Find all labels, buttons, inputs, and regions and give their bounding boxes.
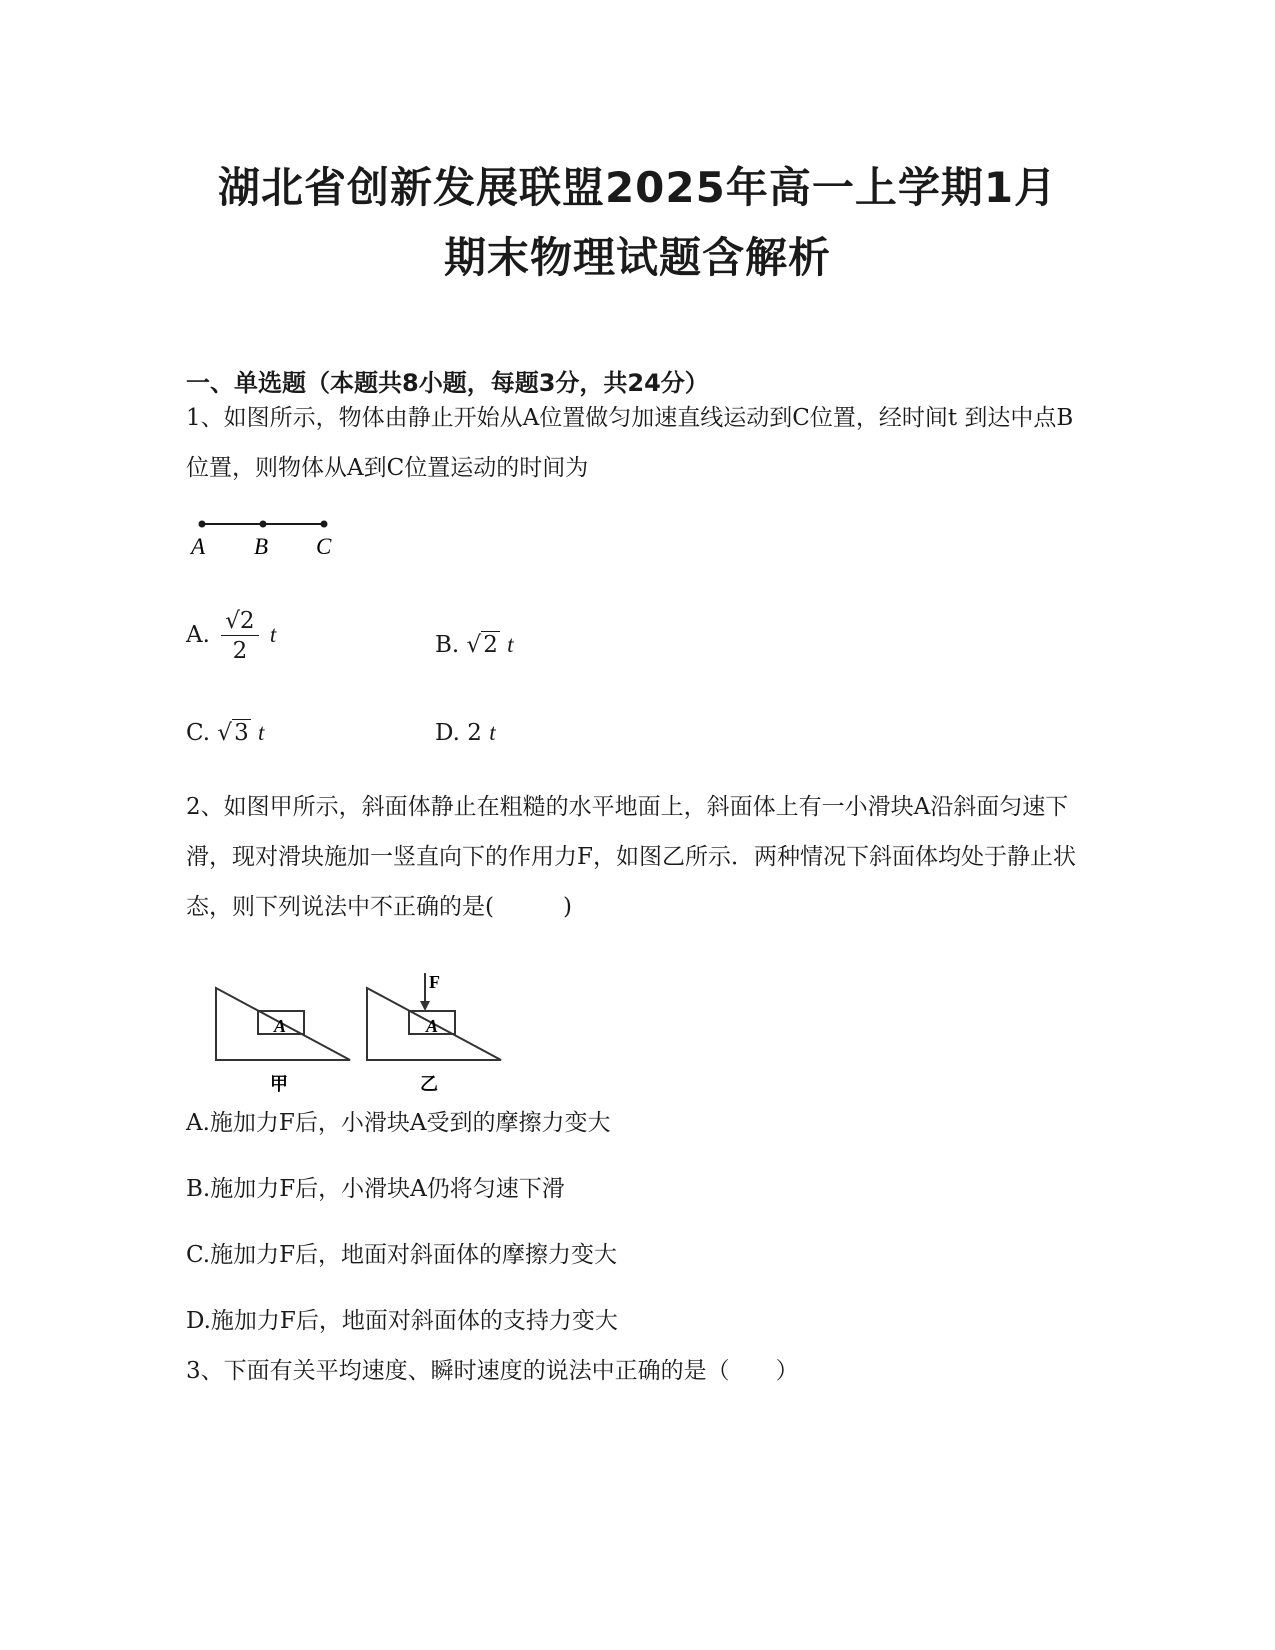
question-1-stem: 1、如图所示，物体由静止开始从A位置做匀加速直线运动到C位置，经时间t 到达中点B位置，则物体从A到C位置运动的时间为: [186, 405, 1074, 481]
block-label-right: A: [426, 1016, 439, 1036]
option-b-sqrt: √2: [466, 632, 498, 658]
q1-option-a[interactable]: A. $\frac{√2}{2}$ t: [186, 608, 277, 664]
question-2-stem: 2、如图甲所示，斜面体静止在粗糙的水平地面上，斜面体上有一小滑块A沿斜面匀速下滑，现对滑块施加一竖直向下的作用力F，如图乙所示．两种情况下斜面体均处于静止状态，则下列说法中不正确的是( ): [186, 794, 1076, 920]
point-a-dot: [199, 521, 206, 528]
point-c-dot: [321, 521, 328, 528]
force-label: F: [429, 972, 440, 992]
caption-yi: 乙: [420, 1074, 438, 1094]
caption-jia: 甲: [270, 1074, 288, 1094]
force-arrow-head: [420, 1001, 430, 1011]
q1-option-c[interactable]: C. √3 t: [186, 720, 265, 746]
option-a-fraction: $\frac{√2}{2}$: [221, 608, 258, 664]
point-a-label: A: [191, 534, 206, 559]
option-d-label: D.: [435, 720, 460, 746]
option-c-sqrt: √3: [217, 720, 249, 746]
document-title-line-1: 湖北省创新发展联盟2025年高一上学期1月: [217, 163, 1058, 212]
point-b-label: B: [254, 534, 269, 559]
q2-option-d[interactable]: D.施加力F后，地面对斜面体的支持力变大: [186, 1308, 618, 1334]
point-c-label: C: [316, 534, 332, 559]
q2-option-a[interactable]: A.施加力F后，小滑块A受到的摩擦力变大: [186, 1110, 611, 1136]
option-c-label: C.: [186, 720, 211, 746]
q1-line-figure: [186, 510, 346, 560]
q2-option-c[interactable]: C.施加力F后，地面对斜面体的摩擦力变大: [186, 1242, 618, 1268]
point-b-dot: [260, 521, 267, 528]
block-label-left: A: [274, 1016, 287, 1036]
document-title-line-2: 期末物理试题含解析: [443, 233, 831, 282]
q1-option-b[interactable]: B. √2 t: [435, 632, 514, 658]
q2-incline-figure: [210, 955, 510, 1100]
section-heading-single-choice: 一、单选题（本题共8小题，每题3分，共24分）: [186, 369, 709, 397]
q1-option-d[interactable]: D. 2 t: [435, 720, 496, 746]
option-a-label: A.: [186, 622, 210, 648]
q2-option-b[interactable]: B.施加力F后，小滑块A仍将匀速下滑: [186, 1176, 565, 1202]
question-3-stem: 3、下面有关平均速度、瞬时速度的说法中正确的是（ ）: [186, 1358, 799, 1384]
option-b-label: B.: [435, 632, 460, 658]
